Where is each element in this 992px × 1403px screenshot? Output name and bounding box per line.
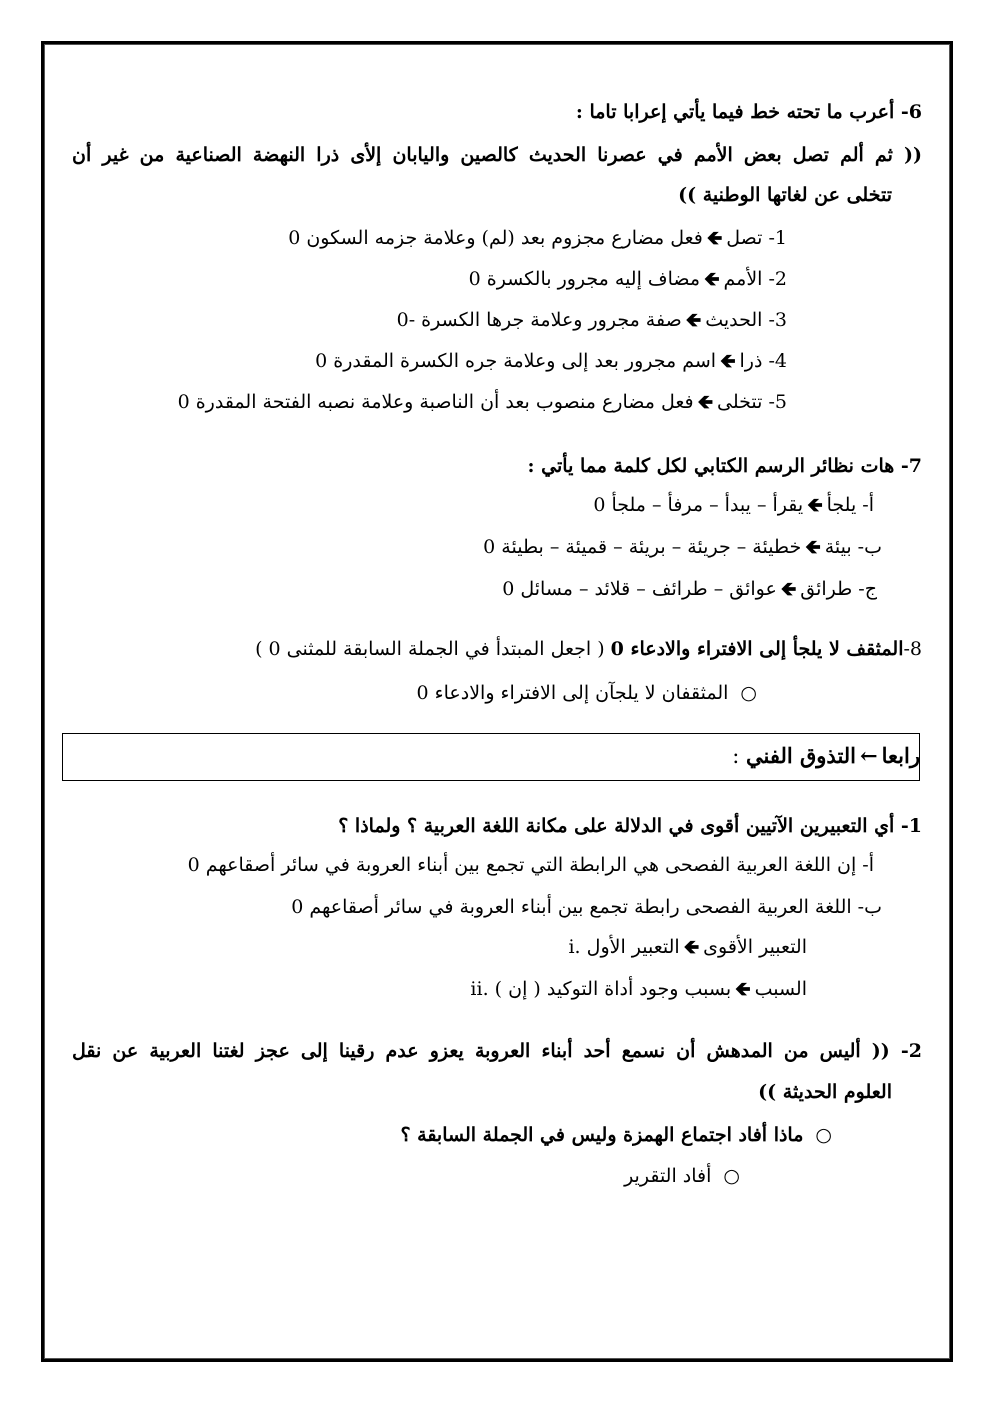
q6-item-3: 3- الحديث🡸صفة مجرور وعلامة جرها الكسرة -0: [397, 305, 787, 335]
t1-heading: 1- أي التعبيرين الآتيين أقوى في الدلالة على مكانة اللغة العربية ؟ ولماذا ؟: [338, 815, 922, 837]
bullet-circle-icon: ○: [740, 682, 757, 704]
arrow-left-icon: ←: [860, 743, 878, 768]
arrow-left-icon: 🡸: [807, 494, 823, 516]
q6-item-4: 4- ذرا🡸اسم مجرور بعد إلى وعلامة جره الكسرة المقدرة 0: [315, 346, 787, 376]
arrow-left-icon: 🡸: [735, 978, 751, 1000]
q6-heading: 6- أعرب ما تحته خط فيما يأتي إعرابا تاما :: [575, 101, 922, 123]
arrow-left-icon: 🡸: [720, 350, 736, 372]
t2-answer: ○أفاد التقرير: [624, 1161, 740, 1191]
q8-line: 8-المثقف لا يلجأ إلى الافتراء والادعاء 0 ( اجعل المبتدأ في الجملة السابقة للمثنى 0 ): [255, 638, 922, 660]
q6-quote-line2: تتخلى عن لغاتها الوطنية )): [678, 184, 892, 206]
t1-answer-i: i. التعبير الأقوى🡸التعبير الأول: [568, 932, 807, 962]
t2-quote-line2: العلوم الحديثة )): [758, 1081, 892, 1103]
arrow-left-icon: 🡸: [780, 578, 797, 600]
arrow-left-icon: 🡸: [685, 309, 702, 331]
q6-item-2: 2- الأمم🡸مضاف إليه مجرور بالكسرة 0: [469, 264, 787, 294]
q6-item-5: 5- تتخلى🡸فعل مضارع منصوب بعد أن الناصبة وعلامة نصبه الفتحة المقدرة 0: [178, 387, 787, 417]
q7-item-c: ج- طرائق🡸عوائق – طرائف – قلائد – مسائل 0: [502, 574, 877, 604]
q7-heading: 7- هات نظائر الرسم الكتابي لكل كلمة مما يأتي :: [527, 455, 922, 477]
bullet-circle-icon: ○: [723, 1165, 740, 1187]
t1-option-a: أ- إن اللغة العربية الفصحى هي الرابطة التي تجمع بين أبناء العروبة في سائر أصقاعهم 0: [187, 854, 874, 876]
t2-question: ○ماذا أفاد اجتماع الهمزة وليس في الجملة السابقة ؟: [400, 1120, 832, 1150]
q8-answer: ○المثقفان لا يلجآن إلى الافتراء والادعاء 0: [417, 678, 757, 708]
q7-item-a: أ- يلجأ🡸يقرأ – يبدأ – مرفأ – ملجأ 0: [593, 490, 874, 520]
t1-option-b: ب- اللغة العربية الفصحى رابطة تجمع بين أبناء العروبة في سائر أصقاعهم 0: [291, 896, 882, 918]
bullet-circle-icon: ○: [815, 1124, 832, 1146]
t1-answer-ii: ii. السبب🡸بسبب وجود أداة التوكيد ( إن ): [470, 974, 807, 1004]
arrow-left-icon: 🡸: [697, 391, 714, 413]
arrow-left-icon: 🡸: [706, 227, 723, 249]
arrow-left-icon: 🡸: [805, 536, 821, 558]
q6-quote-line1: (( ثم ألم تصل بعض الأمم في عصرنا الحديث كالصين واليابان إلأى ذرا النهضة الصناعية من غير أن: [72, 144, 922, 166]
q7-item-b: ب- بيئة🡸خطيئة – جريئة – بريئة – قميئة – بطيئة 0: [483, 532, 882, 562]
q6-item-1: 1- تصل🡸فعل مضارع مجزوم بعد (لم) وعلامة جزمه السكون 0: [288, 223, 787, 253]
section-title: رابعا←التذوق الفني :: [732, 741, 920, 771]
t2-quote-line1: 2- (( أليس من المدهش أن نسمع أحد أبناء العروبة يعزو عدم رقينا إلى عجز لغتنا العربية عن نقل: [72, 1040, 922, 1062]
arrow-left-icon: 🡸: [704, 268, 720, 290]
arrow-left-icon: 🡸: [683, 936, 700, 958]
